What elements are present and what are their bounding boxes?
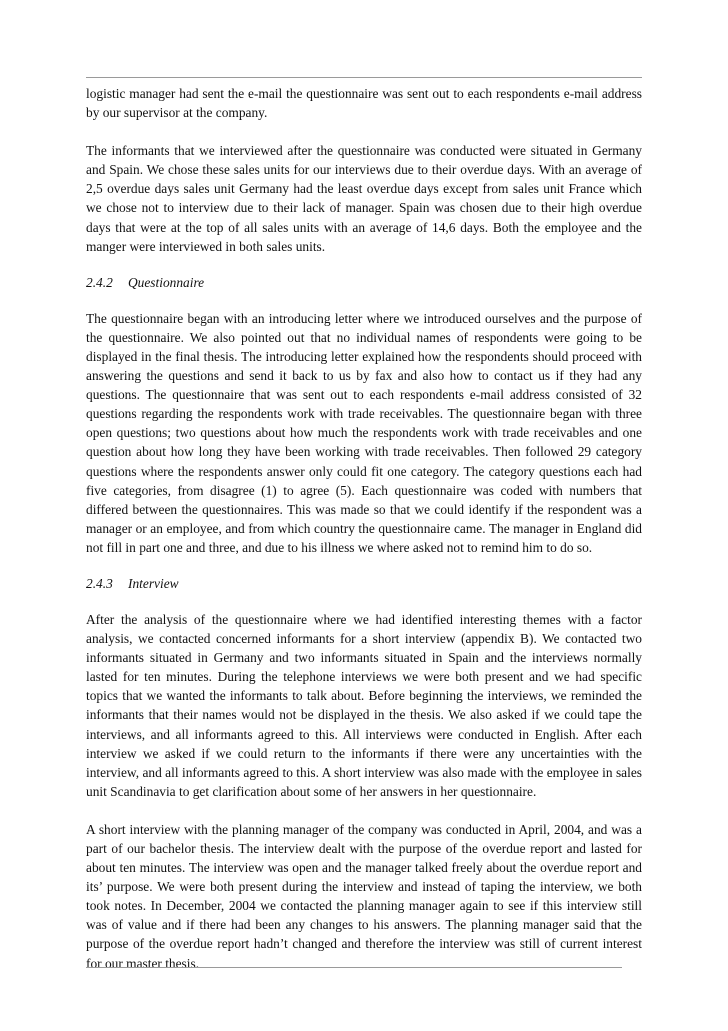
section-title: Questionnaire	[128, 274, 205, 290]
section-heading-interview	[86, 574, 642, 593]
section-number: 2.4.2	[86, 274, 113, 290]
header-rule	[86, 77, 642, 78]
body-paragraph: The questionnaire began with an introducing letter where we introduced ourselves and the purpose of the questionnaire. We also pointed out that no individual names of respondents were going to be displayed in the final thesis. The introducing letter explained how the respondents should proceed with answering the questions and send it back to us by fax and also how to contact us if they had any questions. The questionnaire that was sent out to each respondents e-mail address consisted of 32 questions regarding the respondents work with trade receivables. The questionnaire began with three open questions; two questions about how much the respondents work with trade receivables and one question about how long they have been working with trade receivables. Then followed 29 category questions where the respondents answer only could fit one category. The category questions each had five categories, from disagree (1) to agree (5). Each questionnaire was coded with numbers that differed between the questionnaires. This was made so that we could identify if the respondent was a manager or an employee, and from which country the questionnaire came. The manager in England did not fill in part one and three, and due to his illness we where asked not to remind him to do so.	[86, 310, 642, 555]
body-paragraph: The informants that we interviewed after the questionnaire was conducted were situated in Germany and Spain. We chose these sales units for our interviews due to their overdue days. With an average of 2,5 overdue days sales unit Germany had the least overdue days except from sales unit France which we chose not to interview due to their lack of manager. Spain was chosen due to their high overdue days that were at the top of all sales units with an average of 14,6 days. Both the employee and the manger were interviewed in both sales units.	[86, 143, 642, 254]
section-title: Interview	[128, 575, 179, 591]
body-paragraph: After the analysis of the questionnaire where we had identified interesting themes with a factor analysis, we contacted concerned informants for a short interview (appendix B). We contacted two informants situated in Germany and two informants situated in Spain and the interviews normally lasted for ten minutes. During the telephone interviews we were both present and we had specific topics that we wanted the informants to talk about. Before beginning the interviews, we reminded the informants that their names would not be displayed in the thesis. We also asked if we could tape the interviews, and all informants agreed to this. All interviews were conducted in English. After each interview we asked if we could return to the informants if there were any uncertainties with the interview, and all informants agreed to this. A short interview was also made with the employee in sales unit Scandinavia to get clarification about some of her answers in her questionnaire.	[86, 611, 642, 799]
page-body	[86, 84, 642, 992]
footer-rule	[86, 967, 622, 968]
section-number: 2.4.3	[86, 575, 113, 591]
section-heading-questionnaire	[86, 273, 642, 292]
body-paragraph: logistic manager had sent the e-mail the questionnaire was sent out to each respondents e-mail address by our supervisor at the company.	[86, 86, 642, 121]
body-paragraph: A short interview with the planning manager of the company was conducted in April, 2004, and was a part of our bachelor thesis. The interview dealt with the purpose of the overdue report and lasted for about ten minutes. The interview was open and the manager talked freely about the overdue report and its’ purpose. We were both present during the interview and instead of taping the interview, we both took notes. In December, 2004 we contacted the planning manager again to see if this interview still was of value and if there had been any changes to his answers. The planning manager said that the purpose of the overdue report hadn’t changed and therefore the interview was still of current interest for our master thesis.	[86, 821, 642, 971]
